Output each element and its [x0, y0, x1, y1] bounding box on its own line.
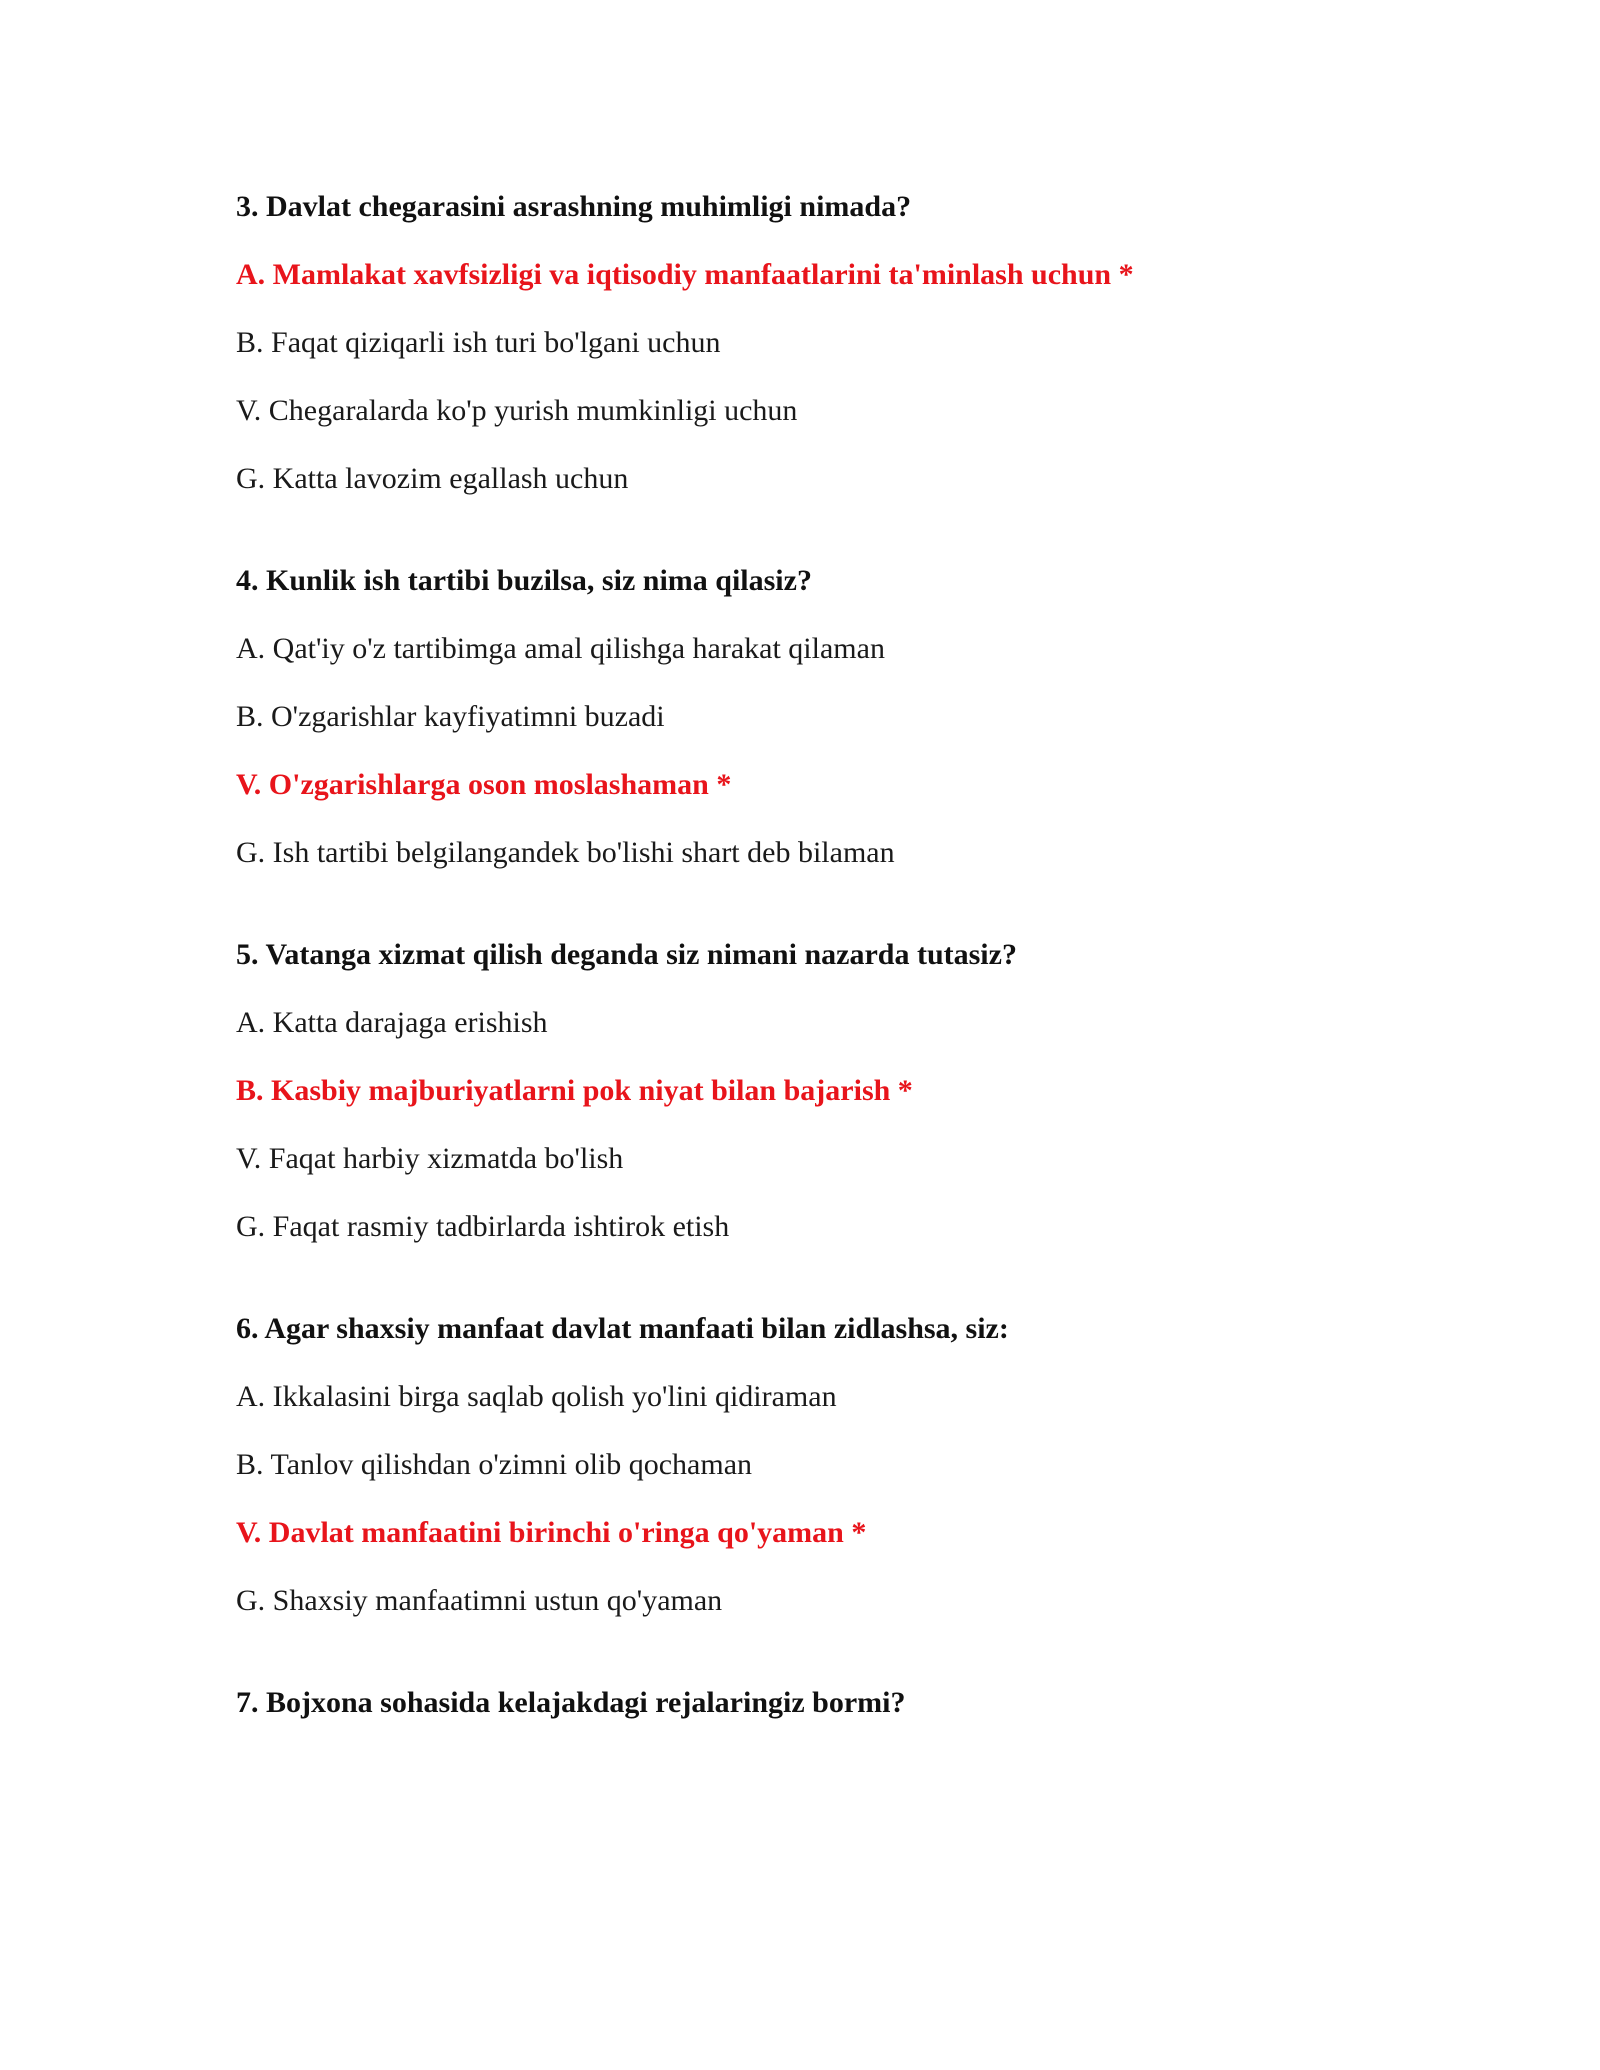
question-title: 7. Bojxona sohasida kelajakdagi rejalaringiz bormi? [236, 1686, 906, 1719]
question-block [236, 564, 1436, 870]
correct-answer-option: A. Mamlakat xavfsizligi va iqtisodiy manfaatlarini ta'minlash uchun * [236, 258, 1134, 291]
answer-option: G. Shaxsiy manfaatimni ustun qo'yaman [236, 1584, 723, 1617]
question-title: 4. Kunlik ish tartibi buzilsa, siz nima qilasiz? [236, 564, 812, 597]
correct-answer-option: V. O'zgarishlarga oson moslashaman * [236, 768, 732, 801]
correct-answer-option: V. Davlat manfaatini birinchi o'ringa qo'yaman * [236, 1516, 867, 1549]
correct-answer-option: B. Kasbiy majburiyatlarni pok niyat bilan bajarish * [236, 1074, 913, 1107]
question-block [236, 938, 1436, 1244]
question-block [236, 190, 1436, 496]
document-page [236, 190, 1436, 1788]
question-title: 6. Agar shaxsiy manfaat davlat manfaati bilan zidlashsa, siz: [236, 1312, 1009, 1345]
question-block [236, 1686, 1436, 1720]
answer-option: A. Katta darajaga erishish [236, 1006, 548, 1039]
answer-option: A. Ikkalasini birga saqlab qolish yo'lini qidiraman [236, 1380, 837, 1413]
answer-option: G. Ish tartibi belgilangandek bo'lishi shart deb bilaman [236, 836, 895, 869]
answer-option: G. Faqat rasmiy tadbirlarda ishtirok etish [236, 1210, 730, 1243]
question-title: 3. Davlat chegarasini asrashning muhimligi nimada? [236, 190, 912, 223]
answer-option: B. Tanlov qilishdan o'zimni olib qochaman [236, 1448, 753, 1481]
answer-option: B. Faqat qiziqarli ish turi bo'lgani uchun [236, 326, 721, 359]
answer-option: V. Chegaralarda ko'p yurish mumkinligi uchun [236, 394, 798, 427]
answer-option: G. Katta lavozim egallash uchun [236, 462, 629, 495]
answer-option: A. Qat'iy o'z tartibimga amal qilishga harakat qilaman [236, 632, 885, 665]
answer-option: V. Faqat harbiy xizmatda bo'lish [236, 1142, 624, 1175]
answer-option: B. O'zgarishlar kayfiyatimni buzadi [236, 700, 665, 733]
question-title: 5. Vatanga xizmat qilish deganda siz nimani nazarda tutasiz? [236, 938, 1017, 971]
question-block [236, 1312, 1436, 1618]
